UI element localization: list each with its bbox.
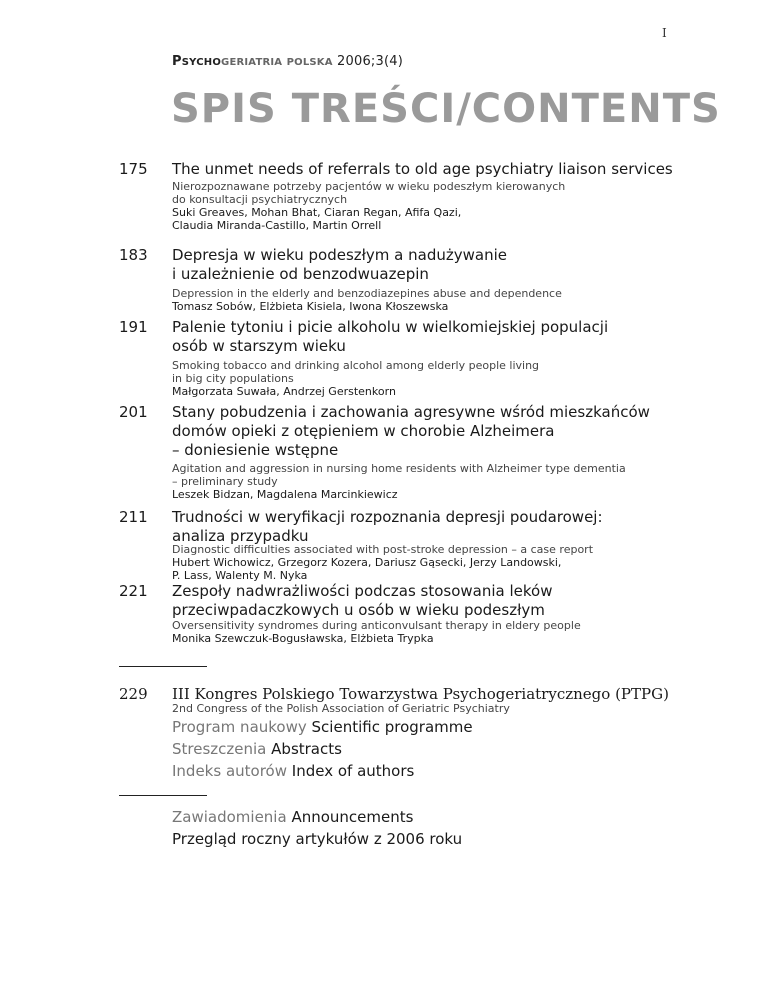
page-title: SPIS TREŚCI/CONTENTS	[171, 86, 721, 132]
entry-details: Oversensitivity syndromes during anticonvulsant therapy in eldery people Monika Szewczuk-Bogusławska, Elżbieta Trypka	[172, 619, 692, 645]
journal-name-polska: POLSKA	[286, 57, 333, 68]
entry-page-number: 229	[119, 685, 148, 703]
journal-header	[172, 54, 403, 69]
toc-item-index[interactable]: Indeks autorów Index of authors	[172, 762, 415, 780]
entry-title: III Kongres Polskiego Towarzystwa Psychogeriatrycznego (PTPG)	[172, 685, 669, 703]
toc-item-abstracts[interactable]: Streszczenia Abstracts	[172, 740, 342, 758]
journal-name-geriatria: GERIATRIA	[221, 57, 283, 68]
journal-issue: 2006;3(4)	[337, 54, 403, 69]
entry-title: Palenie tytoniu i picie alkoholu w wielkomiejskiej populacji osób w starszym wieku	[172, 318, 609, 355]
entry-authors: Claudia Miranda-Castillo, Martin Orrell	[172, 219, 382, 232]
entry-authors: Monika Szewczuk-Bogusławska, Elżbieta Trypka	[172, 632, 434, 645]
entry-details: Agitation and aggression in nursing home residents with Alzheimer type dementia – preliminary study Leszek Bidzan, Magdalena Marcinkiewicz	[172, 462, 692, 501]
entry-authors: Suki Greaves, Mohan Bhat, Ciaran Regan, Afifa Qazi,	[172, 206, 462, 219]
entry-details: Nierozpoznawane potrzeby pacjentów w wieku podeszłym kierowanych do konsultacji psychiatrycznych Suki Greaves, Mohan Bhat, Ciaran Regan, Afifa Qazi, Claudia Miranda-Castillo, Martin Orrell	[172, 180, 692, 232]
entry-title: Trudności w weryfikacji rozpoznania depresji poudarowej: analiza przypadku	[172, 508, 603, 545]
journal-name-rest: SYCHO	[181, 57, 222, 68]
entry-title: Depresja w wieku podeszłym a nadużywanie i uzależnienie od benzodwuazepin	[172, 246, 507, 283]
entry-page-number: 175	[119, 160, 148, 178]
entry-authors: Hubert Wichowicz, Grzegorz Kozera, Dariusz Gąsecki, Jerzy Landowski,	[172, 556, 562, 569]
section-divider	[119, 795, 207, 796]
entry-page-number: 183	[119, 246, 148, 264]
toc-item-announcements[interactable]: Zawiadomienia Announcements	[172, 808, 414, 826]
toc-item-programme[interactable]: Program naukowy Scientific programme	[172, 718, 473, 736]
entry-details: Smoking tobacco and drinking alcohol among elderly people living in big city populations Małgorzata Suwała, Andrzej Gerstenkorn	[172, 359, 692, 398]
entry-page-number: 221	[119, 582, 148, 600]
section-divider	[119, 666, 207, 667]
entry-page-number: 191	[119, 318, 148, 336]
entry-authors: Tomasz Sobów, Elżbieta Kisiela, Iwona Kłoszewska	[172, 300, 449, 313]
entry-details: Depression in the elderly and benzodiazepines abuse and dependence Tomasz Sobów, Elżbieta Kisiela, Iwona Kłoszewska	[172, 287, 692, 313]
entry-authors: P. Lass, Walenty M. Nyka	[172, 569, 308, 582]
entry-page-number: 201	[119, 403, 148, 421]
entry-details: Diagnostic difficulties associated with post-stroke depression – a case report Hubert Wichowicz, Grzegorz Kozera, Dariusz Gąsecki, Jerzy Landowski, P. Lass, Walenty M. Nyka	[172, 543, 692, 582]
page-number: I	[662, 26, 667, 40]
congress-subtitle: 2nd Congress of the Polish Association of Geriatric Psychiatry	[172, 702, 510, 715]
entry-authors: Małgorzata Suwała, Andrzej Gerstenkorn	[172, 385, 396, 398]
entry-title: Zespoły nadwrażliwości podczas stosowania leków przeciwpadaczkowych u osób w wieku podeszłym	[172, 582, 553, 619]
entry-title: Stany pobudzenia i zachowania agresywne wśród mieszkańców domów opieki z otępieniem w chorobie Alzheimera – doniesienie wstępne	[172, 403, 650, 459]
entry-title: The unmet needs of referrals to old age psychiatry liaison services	[172, 160, 673, 178]
entry-page-number: 211	[119, 508, 148, 526]
entry-authors: Leszek Bidzan, Magdalena Marcinkiewicz	[172, 488, 398, 501]
journal-name-initial: P	[172, 54, 182, 69]
toc-item-annual-review[interactable]: Przegląd roczny artykułów z 2006 roku	[172, 830, 463, 848]
